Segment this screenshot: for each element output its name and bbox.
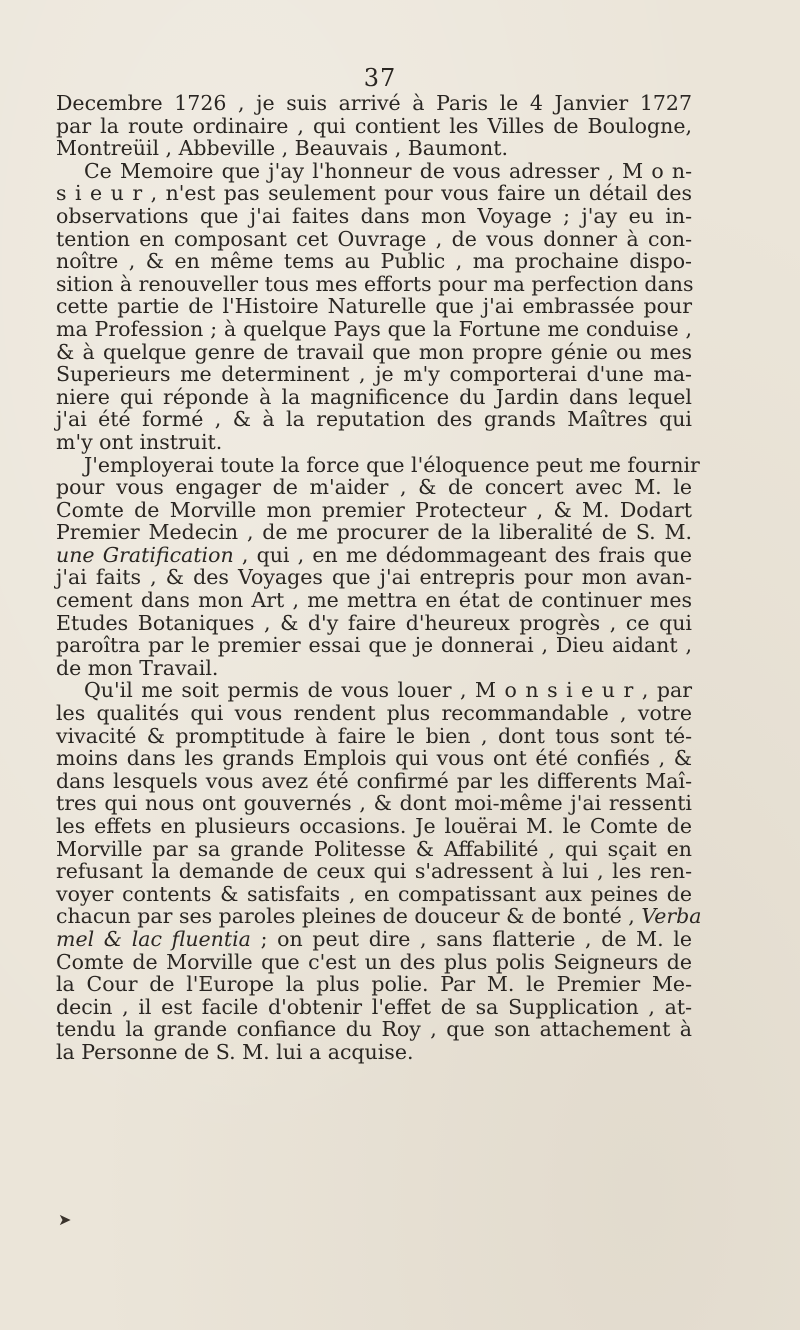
text-line: s i e u r , n'est pas seulement pour vous faire un détail des: [56, 181, 692, 206]
text-line: Montreüil , Abbeville , Beauvais , Baumont.: [56, 136, 508, 161]
text-line: paroîtra par le premier essai que je donnerai , Dieu aidant ,: [56, 633, 692, 658]
text-line: J'employerai toute la force que l'éloquence peut me fournir: [84, 452, 700, 477]
text-line: refusant la demande de ceux qui s'adressent à lui , les ren-: [56, 859, 692, 884]
text-line: tres qui nous ont gouvernés , & dont moi-même j'ai ressenti: [56, 791, 692, 816]
text-line: j'ai faits , & des Voyages que j'ai entrepris pour mon avan-: [56, 565, 692, 590]
text-line: mel & lac fluentia ; on peut dire , sans flatterie , de M. le: [56, 926, 692, 951]
printer-mark: ➤: [58, 1210, 72, 1229]
text-line: observations que j'ai faites dans mon Voyage ; j'ay eu in-: [56, 203, 692, 228]
text-line: Premier Medecin , de me procurer de la liberalité de S. M.: [56, 520, 692, 545]
text-line: vivacité & promptitude à faire le bien , dont tous sont té-: [56, 723, 692, 748]
text-line: cette partie de l'Histoire Naturelle que j'ai embrassée pour: [56, 294, 692, 319]
text-line: la Personne de S. M. lui a acquise.: [56, 1039, 414, 1064]
text-line: j'ai été formé , & à la reputation des grands Maîtres qui: [56, 407, 692, 432]
text-line: m'y ont instruit.: [56, 429, 223, 454]
text-line: & à quelque genre de travail que mon propre génie ou mes: [56, 339, 692, 364]
body-text: [56, 91, 702, 1064]
text-line: Comte de Morville mon premier Protecteur , & M. Dodart: [56, 497, 692, 522]
text-line: tendu la grande confiance du Roy , que son attachement à: [56, 1017, 692, 1042]
text-line: noître , & en même tems au Public , ma prochaine dispo-: [56, 249, 692, 274]
text-line: decin , il est facile d'obtenir l'effet de sa Supplication , at-: [56, 994, 692, 1019]
text-line: dans lesquels vous avez été confirmé par les differents Maî-: [56, 768, 692, 793]
text-line: Comte de Morville que c'est un des plus polis Seigneurs de: [56, 949, 692, 974]
text-line: les qualités qui vous rendent plus recommandable , votre: [56, 701, 692, 726]
text-line: voyer contents & satisfaits , en compatissant aux peines de: [56, 881, 692, 906]
text-line: pour vous engager de m'aider , & de concert avec M. le: [56, 475, 692, 500]
text-line: cement dans mon Art , me mettra en état de continuer mes: [56, 588, 692, 613]
text-line: chacun par ses paroles pleines de douceur & de bonté , Verba: [56, 904, 702, 929]
text-line: Decembre 1726 , je suis arrivé à Paris le 4 Janvier 1727: [56, 91, 692, 115]
text-line: ma Profession ; à quelque Pays que la Fortune me conduise ,: [56, 316, 692, 341]
text-line: moins dans les grands Emplois qui vous ont été confiés , &: [56, 746, 692, 771]
text-line: par la route ordinaire , qui contient les Villes de Boulogne,: [56, 113, 692, 138]
text-line: tention en composant cet Ouvrage , de vous donner à con-: [56, 226, 692, 251]
text-line: la Cour de l'Europe la plus polie. Par M. le Premier Me-: [56, 972, 692, 997]
text-line: Superieurs me determinent , je m'y comporterai d'une ma-: [56, 362, 692, 387]
text-line: Ce Memoire que j'ay l'honneur de vous adresser , M o n-: [84, 158, 692, 183]
text-line: de mon Travail.: [56, 655, 219, 680]
text-line: une Gratification , qui , en me dédommageant des frais que: [56, 542, 692, 567]
text-line: les effets en plusieurs occasions. Je louërai M. le Comte de: [56, 814, 692, 838]
text-line: Etudes Botaniques , & d'y faire d'heureux progrès , ce qui: [56, 610, 692, 635]
text-line: Qu'il me soit permis de vous louer , M o n s i e u r , par: [84, 678, 692, 703]
text-line: niere qui réponde à la magnificence du Jardin dans lequel: [56, 384, 692, 409]
text-line: Morville par sa grande Politesse & Affabilité , qui sçait en: [56, 836, 692, 861]
page-number: 37: [363, 64, 397, 92]
text-line: sition à renouveller tous mes efforts pour ma perfection dans: [56, 271, 694, 296]
